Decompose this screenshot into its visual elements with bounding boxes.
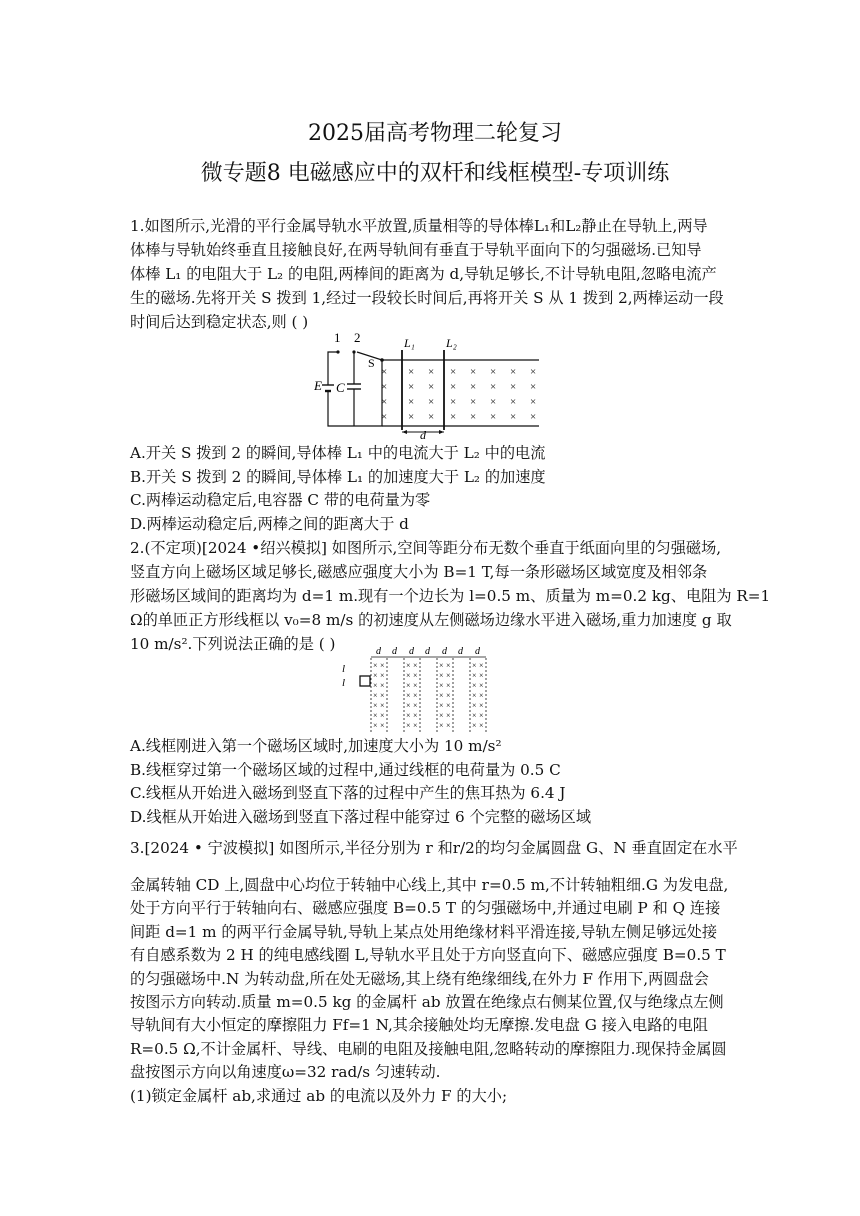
field-cross: × [439, 671, 444, 680]
field-cross: × [439, 691, 444, 700]
field-cross: × [373, 691, 378, 700]
question-1-figure [314, 330, 544, 440]
question-3-line: 的匀强磁场中.N 为转动盘,所在处无磁场,其上绕有绝缘细线,在外力 F 作用下,两圆盘会 [130, 969, 709, 988]
question-1-options [130, 442, 740, 536]
field-cross: × [406, 711, 411, 720]
field-cross: × [530, 396, 537, 408]
option-a: A.线框刚进入第一个磁场区域时,加速度大小为 10 m/s² [130, 737, 502, 755]
width-d-label: d [376, 646, 381, 657]
field-cross: × [446, 661, 451, 670]
field-cross: × [446, 721, 451, 730]
field-cross: × [479, 661, 484, 670]
field-cross: × [510, 366, 517, 378]
field-cross: × [413, 701, 418, 710]
magnetic-field-stripes [371, 646, 486, 734]
question-1-line: 1.如图所示,光滑的平行金属导轨水平放置,质量相等的导体棒L₁和L₂静止在导轨上,两导 [130, 217, 708, 235]
field-cross: × [510, 381, 517, 393]
field-cross: × [490, 366, 497, 378]
field-cross: × [413, 691, 418, 700]
field-cross: × [439, 711, 444, 720]
field-cross: × [380, 661, 385, 670]
field-cross: × [479, 691, 484, 700]
field-cross: × [406, 701, 411, 710]
field-cross: × [470, 396, 477, 408]
field-cross: × [470, 411, 477, 423]
field-cross: × [472, 701, 477, 710]
field-cross: × [490, 396, 497, 408]
field-cross: × [446, 691, 451, 700]
field-cross: × [380, 701, 385, 710]
switch-label: S [368, 356, 375, 370]
option-c: C.线框从开始进入磁场到竖直下落的过程中产生的焦耳热为 6.4 J [130, 784, 566, 802]
gap-d-label: d [392, 646, 397, 657]
width-d-label: d [442, 646, 447, 657]
square-loop [360, 676, 370, 686]
field-cross: × [446, 681, 451, 690]
question-1-line: 体棒 L₁ 的电阻大于 L₂ 的电阻,两棒间的距离为 d,导轨足够长,不计导轨电阻,忽略电流产 [130, 265, 717, 283]
field-cross: × [413, 681, 418, 690]
field-cross: × [408, 381, 415, 393]
width-d-label: d [475, 646, 480, 657]
field-cross: × [413, 671, 418, 680]
field-cross: × [380, 681, 385, 690]
question-2-line: 10 m/s².下列说法正确的是 ( ) [130, 635, 336, 653]
field-cross: × [406, 681, 411, 690]
field-cross: × [479, 701, 484, 710]
document-subtitle: 微专题8 电磁感应中的双杆和线框模型-专项训练 [200, 161, 670, 186]
field-cross: × [450, 411, 457, 423]
option-a: A.开关 S 拨到 2 的瞬间,导体棒 L₁ 中的电流大于 L₂ 中的电流 [130, 444, 546, 462]
field-cross: × [439, 661, 444, 670]
field-cross: × [406, 661, 411, 670]
capacitor-label: C [336, 380, 345, 395]
field-cross: × [408, 366, 415, 378]
gap-d-label: d [425, 646, 430, 657]
field-cross: × [470, 381, 477, 393]
field-cross: × [439, 681, 444, 690]
question-1-line: 体棒与导轨始终垂直且接触良好,在两导轨间有垂直于导轨平面向下的匀强磁场.已知导 [130, 241, 702, 259]
field-cross: × [490, 411, 497, 423]
option-c: C.两棒运动稳定后,电容器 C 带的电荷量为零 [130, 491, 431, 509]
document-title: 2025届高考物理二轮复习 [308, 121, 562, 146]
option-d: D.两棒运动稳定后,两棒之间的距离大于 d [130, 514, 409, 533]
field-cross: × [413, 721, 418, 730]
distance-d-label: d [420, 428, 426, 440]
field-cross: × [373, 681, 378, 690]
field-cross: × [479, 711, 484, 720]
field-cross: × [380, 691, 385, 700]
magnetic-field-crosses [381, 366, 536, 423]
rod-L2-label: L₂ [446, 336, 457, 350]
field-cross: × [479, 721, 484, 730]
field-cross: × [428, 366, 435, 378]
question-2-line: 形磁场区域间的距离均为 d=1 m.现有一个边长为 l=0.5 m、质量为 m=0.2 kg、电阻为 R=1 [130, 587, 771, 605]
option-d: D.线框从开始进入磁场到竖直下落过程中能穿过 6 个完整的磁场区域 [130, 807, 592, 826]
field-cross: × [446, 711, 451, 720]
field-cross: × [472, 661, 477, 670]
option-b: B.开关 S 拨到 2 的瞬间,导体棒 L₁ 的加速度大于 L₂ 的加速度 [130, 467, 546, 486]
field-cross: × [428, 396, 435, 408]
field-cross: × [428, 381, 435, 393]
field-cross: × [406, 721, 411, 730]
question-3-line: R=0.5 Ω,不计金属杆、导线、电刷的电阻及接触电阻,忽略转动的摩擦阻力.现保持金属圆 [130, 1039, 727, 1058]
field-cross: × [450, 381, 457, 393]
field-cross: × [479, 681, 484, 690]
rod-L1-label: L₁ [404, 336, 415, 350]
field-cross: × [490, 381, 497, 393]
field-cross: × [380, 711, 385, 720]
width-d-label: d [409, 646, 414, 657]
field-cross: × [373, 661, 378, 670]
question-3-line: 有自感系数为 2 H 的纯电感线圈 L,导轨水平且处于方向竖直向下、磁感应强度 B=0.5 T [130, 946, 726, 965]
field-cross: × [406, 691, 411, 700]
field-cross: × [530, 411, 537, 423]
field-cross: × [381, 366, 388, 378]
question-3-body [130, 874, 740, 1108]
field-cross: × [510, 396, 517, 408]
question-2-options [130, 735, 740, 829]
field-cross: × [439, 701, 444, 710]
field-cross: × [446, 701, 451, 710]
question-1 [130, 214, 740, 334]
field-cross: × [472, 721, 477, 730]
field-cross: × [406, 671, 411, 680]
field-cross: × [510, 411, 517, 423]
question-3-line: (1)锁定金属杆 ab,求通过 ab 的电流以及外力 F 的大小; [130, 1086, 508, 1105]
field-cross: × [472, 671, 477, 680]
question-3-line: 盘按图示方向以角速度ω=32 rad/s 匀速转动. [130, 1063, 441, 1082]
question-3-line: 导轨间有大小恒定的摩擦阻力 Ff=1 N,其余接触处均无摩擦.发电盘 G 接入电路的电阻 [130, 1016, 708, 1035]
question-3-line: 金属转轴 CD 上,圆盘中心均位于转轴中心线上,其中 r=0.5 m,不计转轴粗细.G 为发电盘, [130, 876, 729, 894]
question-3-line: 间距 d=1 m 的两平行金属导轨,导轨上某点处用绝缘材料平滑连接,导轨左侧足够远处接 [130, 922, 718, 941]
question-2-line: Ω的单匝正方形线框以 v₀=8 m/s 的初速度从左侧磁场边缘水平进入磁场,重力加速度 g 取 [130, 611, 732, 629]
question-2-line: 2.(不定项)[2024 •绍兴模拟] 如图所示,空间等距分布无数个垂直于纸面向里的匀强磁场, [130, 539, 722, 557]
field-cross: × [373, 721, 378, 730]
option-b: B.线框穿过第一个磁场区域的过程中,通过线框的电荷量为 0.5 C [130, 760, 561, 779]
question-3-line: 按图示方向转动.质量 m=0.5 kg 的金属杆 ab 放置在绝缘点右侧某位置,仅与绝缘点左侧 [130, 993, 724, 1012]
switch-terminal-2-label: 2 [354, 330, 361, 345]
field-cross: × [530, 381, 537, 393]
field-cross: × [381, 396, 388, 408]
loop-side-label: l [342, 663, 346, 675]
field-cross: × [373, 711, 378, 720]
field-cross: × [439, 721, 444, 730]
field-cross: × [373, 671, 378, 680]
battery-label: E [314, 378, 322, 393]
switch-terminal-1-label: 1 [334, 330, 341, 345]
field-cross: × [408, 396, 415, 408]
field-cross: × [472, 681, 477, 690]
field-cross: × [413, 711, 418, 720]
question-3 [130, 836, 740, 860]
gap-d-label: d [458, 646, 463, 657]
question-3-first-line: 3.[2024 • 宁波模拟] 如图所示,半径分别为 r 和r/2的均匀金属圆盘 G、N 垂直固定在水平 [130, 839, 738, 857]
field-cross: × [380, 671, 385, 680]
field-cross: × [472, 711, 477, 720]
question-2-figure [340, 646, 520, 736]
question-2-line: 竖直方向上磁场区域足够长,磁感应强度大小为 B=1 T,每一条形磁场区域宽度及相邻条 [130, 563, 708, 581]
field-cross: × [450, 396, 457, 408]
field-cross: × [472, 691, 477, 700]
field-cross: × [408, 411, 415, 423]
field-cross: × [428, 411, 435, 423]
field-cross: × [380, 721, 385, 730]
field-cross: × [373, 701, 378, 710]
question-2 [130, 536, 771, 656]
field-cross: × [450, 366, 457, 378]
field-cross: × [446, 671, 451, 680]
field-cross: × [381, 381, 388, 393]
field-cross: × [479, 671, 484, 680]
field-cross: × [381, 411, 388, 423]
field-cross: × [470, 366, 477, 378]
question-3-line: 处于方向平行于转轴向右、磁感应强度 B=0.5 T 的匀强磁场中,并通过电刷 P 和 Q 连接 [130, 899, 721, 918]
field-cross: × [413, 661, 418, 670]
loop-side-label: l [342, 677, 346, 689]
question-1-line: 时间后达到稳定状态,则 ( ) [130, 313, 309, 331]
question-1-line: 生的磁场.先将开关 S 拨到 1,经过一段较长时间后,再将开关 S 从 1 拨到 2,两棒运动一段 [130, 289, 724, 307]
field-cross: × [530, 366, 537, 378]
